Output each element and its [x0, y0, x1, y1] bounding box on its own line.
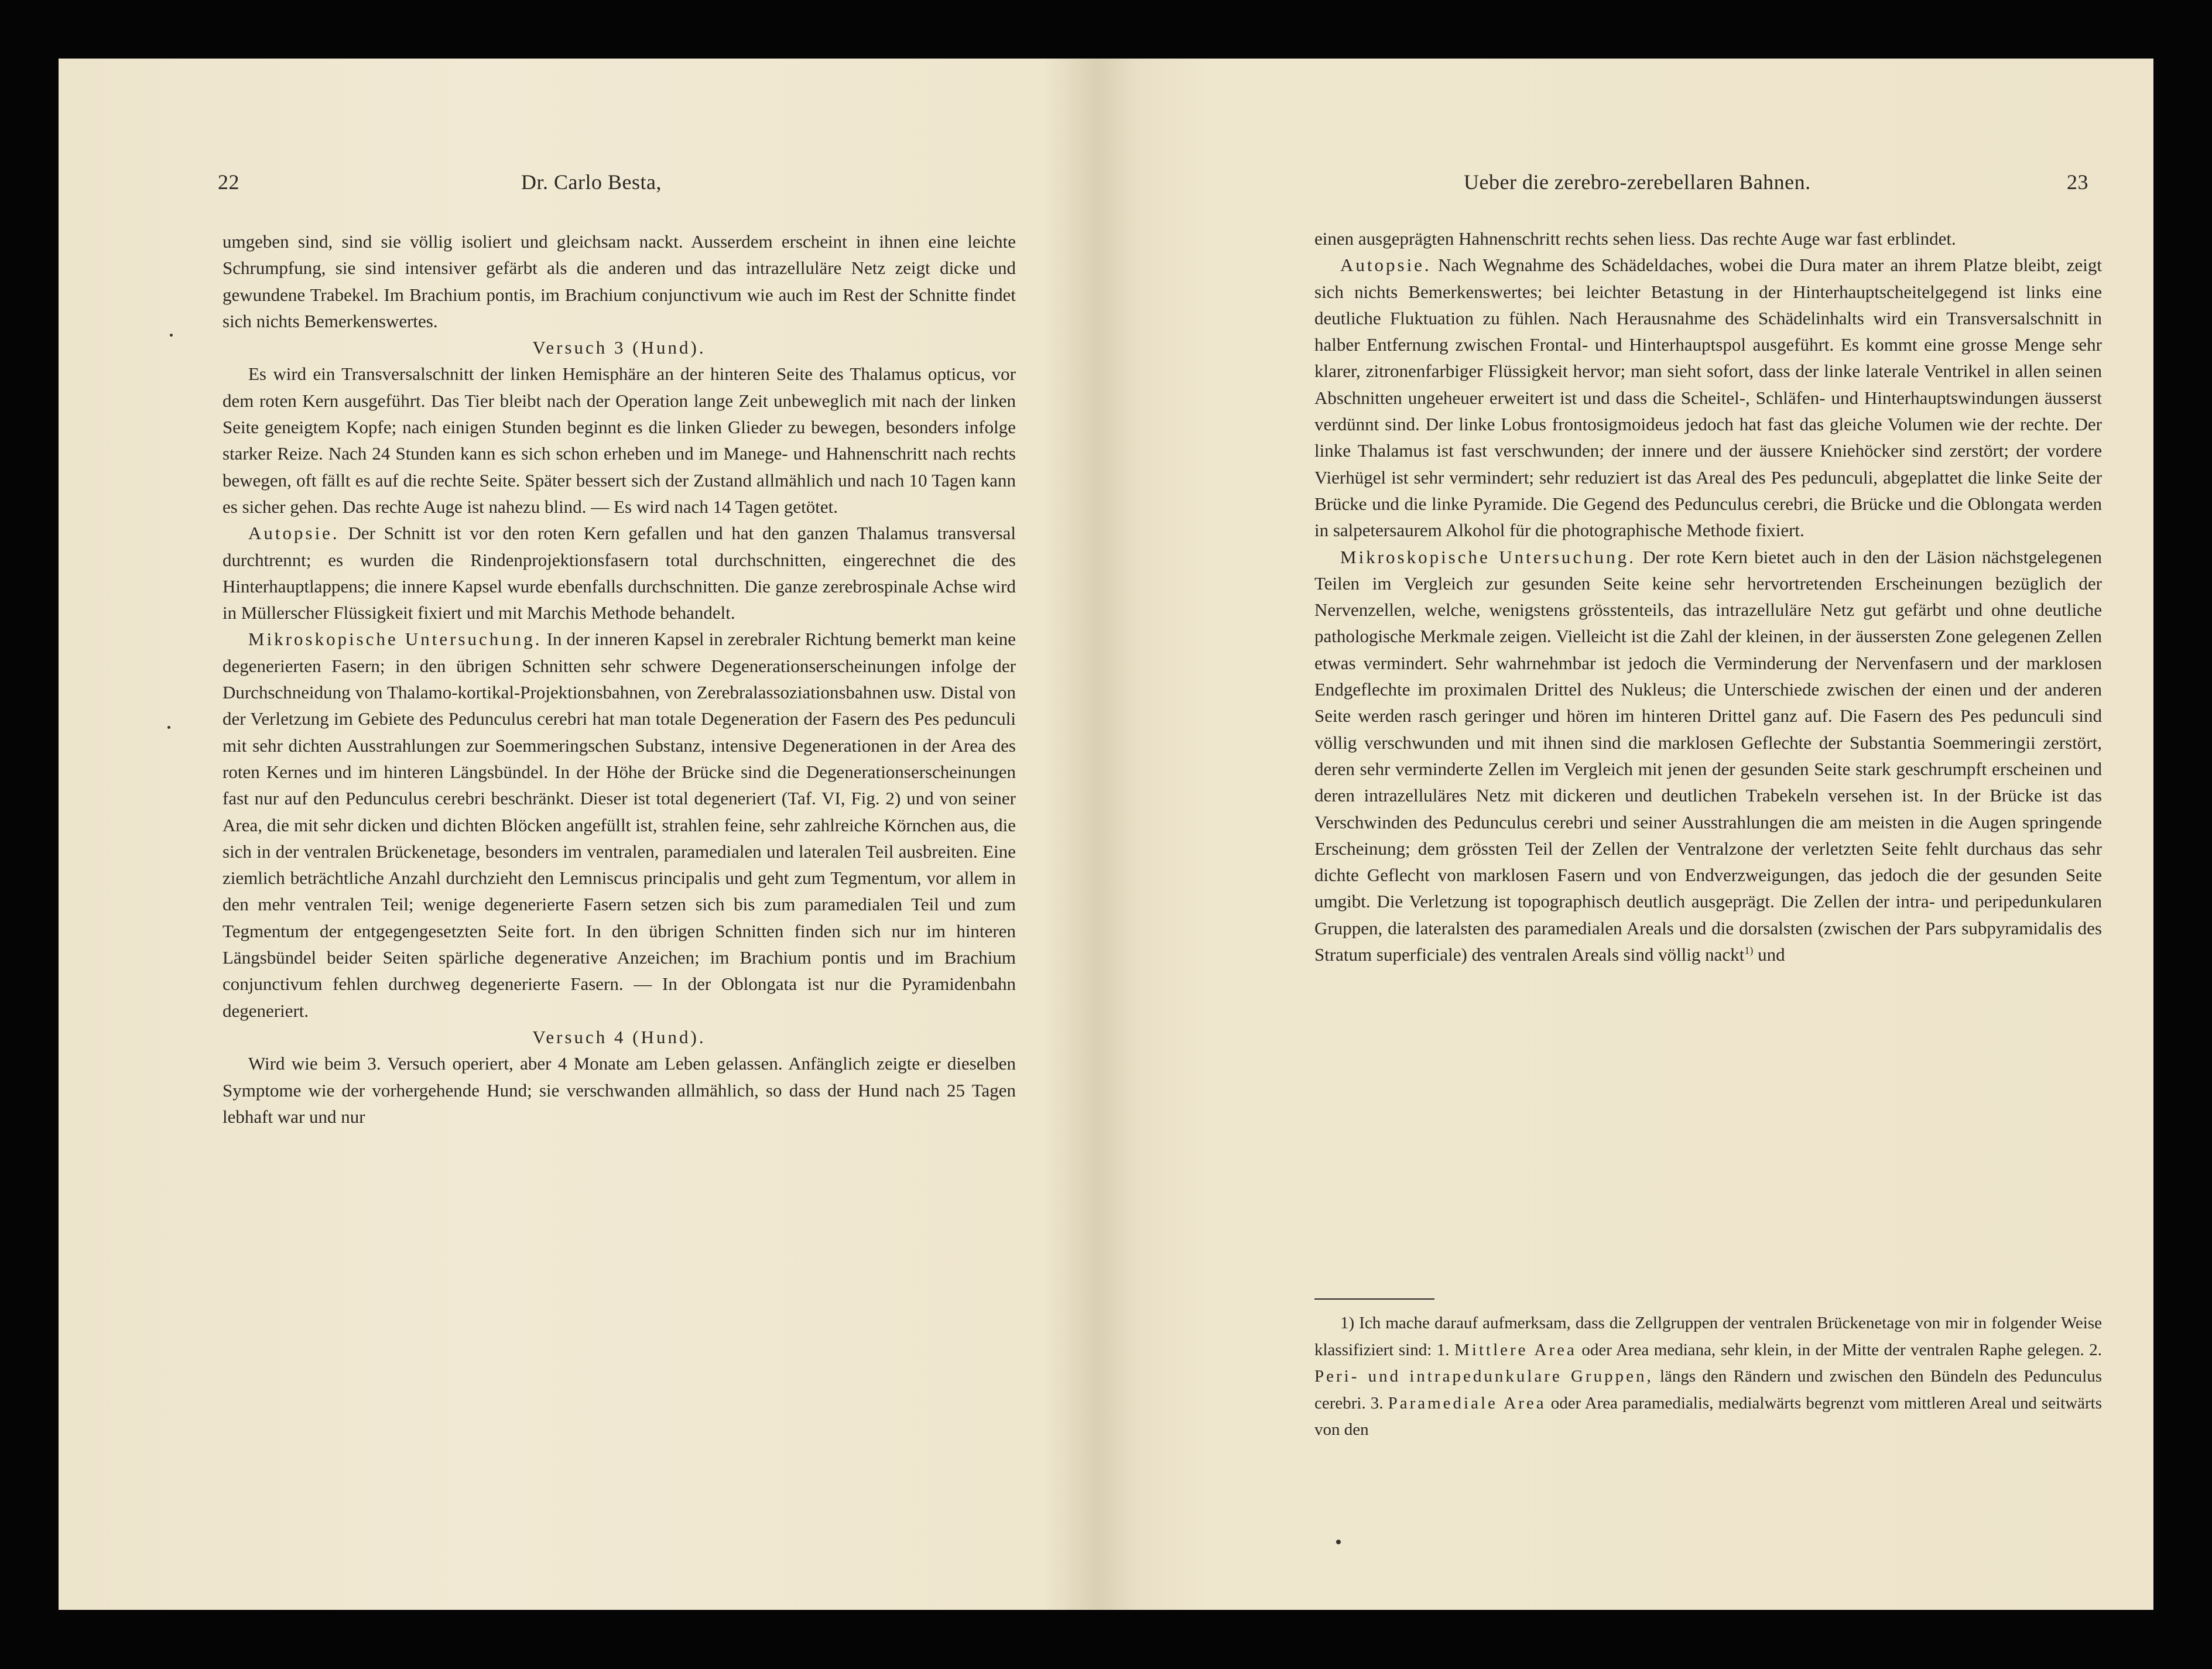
page-number: 23: [2067, 170, 2088, 194]
left-page: [59, 59, 1112, 1610]
paragraph: Autopsie. Der Schnitt ist vor den roten Kern gefallen und hat den ganzen Thalamus transversal durchtrennt; es wurden die Rindenprojektionsfasern total durchschnitten, eingerechnet die des Hinterhauptlappens; die innere Kapsel wurde ebenfalls durchschnitten. Die ganze zerebrospinale Achse wird in Müllerscher Flüssigkeit fixiert und mit Marchis Methode behandelt.: [222, 523, 1016, 623]
body-text: [1314, 225, 2102, 968]
ink-speck: [167, 726, 170, 729]
running-head: Ueber die zerebro-zerebellaren Bahnen.: [1464, 170, 1811, 194]
footnote: 1) Ich mache darauf aufmerksam, dass die Zellgruppen der ventralen Brückenetage von mir in folgender Weise klassifiziert sind: 1. Mittlere Area oder Area mediana, sehr klein, in der Mitte der ventralen Raphe gelegen. 2. Peri- und intrapedunkulare Gruppen, längs den Rändern und zwischen den Bündeln des Pedunculus cerebri. 3. Paramediale Area oder Area paramedialis, medialwärts begrenzt vom mittleren Areal und seitwärts von den: [1314, 1314, 2103, 1439]
paragraph: Autopsie. Nach Wegnahme des Schädeldaches, wobei die Dura mater an ihrem Platze bleibt, zeigt sich nichts Bemerkenswertes; bei leichter Betastung in der Hinterhauptscheitelgegend ist links eine deutliche Fluktuation zu fühlen. Nach Herausnahme des Schädelinhalts wird ein Transversalschnitt in halber Entfernung zwischen Frontal- und Hinterhauptspol ausgeführt. Es kommt eine grosse Menge sehr klarer, zitronenfarbiger Flüssigkeit hervor; man sieht sofort, dass der linke laterale Ventrikel in allen seinen Abschnitten ungeheuer erweitert ist und dass die Scheitel-, Schläfen- und Hinterhauptswindungen äusserst verdünnt sind. Der linke Lobus frontosigmoideus jedoch hat fast das gleiche Volumen wie der rechte. Der linke Thalamus ist fast verschwunden; der innere und der äussere Kniehöcker sind zerstört; der vordere Vierhügel ist sehr vermindert; sehr reduziert ist das Areal des Pes pedunculi, abgeplattet die linke Seite der Brücke und die linke Pyramide. Die Gegend des Pedunculus cerebri, die Brücke und die Oblongata werden in salpetersaurem Alkohol für die photographische Methode fixiert.: [1314, 255, 2102, 541]
run-in-heading: Autopsie.: [1340, 255, 1432, 276]
run-in-heading: Autopsie.: [248, 523, 340, 544]
ink-speck: [170, 334, 173, 337]
right-page: [1112, 59, 2153, 1610]
ink-speck: [1336, 1540, 1341, 1544]
paragraph: Es wird ein Transversalschnitt der linken Hemisphäre an der hinteren Seite des Thalamus opticus, vor dem roten Kern ausgeführt. Das Tier bleibt nach der Operation lange Zeit unbeweglich mit nach der linken Seite geneigtem Kopfe; nach einigen Stunden beginnt es die linken Glieder zu bewegen, besonders infolge starker Reize. Nach 24 Stunden kann es sich schon erheben und im Manege- und Hahnenschritt nach rechts bewegen, oft fällt es auf die rechte Seite. Später bessert sich der Zustand allmählich und nach 10 Tagen kann es sicher gehen. Das rechte Auge ist nahezu blind. — Es wird nach 14 Tagen getötet.: [222, 364, 1016, 517]
footnote-rule: [1314, 1298, 1434, 1300]
run-in-heading: Mikroskopische Untersuchung.: [1340, 546, 1636, 567]
paragraph: Wird wie beim 3. Versuch operiert, aber 4 Monate am Leben gelassen. Anfänglich zeigte er dieselben Symptome wie der vorhergehende Hund; sie verschwanden allmählich, so dass der Hund nach 25 Tagen lebhaft war und nur: [222, 1053, 1016, 1127]
run-in-heading: Mikroskopische Untersuchung.: [248, 629, 542, 650]
footnote-marker: 1): [1744, 944, 1754, 957]
book-spread: [59, 59, 2153, 1610]
paragraph: Mikroskopische Untersuchung. In der inneren Kapsel in zerebraler Richtung bemerkt man keine degenerierten Fasern; in den übrigen Schnitten sehr schwere Degenerationserscheinungen infolge der Durchschneidung von Thalamo-kortikal-Projektionsbahnen, von Zerebralassoziationsbahnen usw. Distal von der Verletzung im Gebiete des Pedunculus cerebri hat man totale Degeneration der Fasern des Pes pedunculi mit sehr dichten Ausstrahlungen zur Soemmeringschen Substanz, intensive Degenerationen in der Area des roten Kernes und im hinteren Längsbündel. In der Höhe der Brücke sind die Degenerationserscheinungen fast nur auf den Pedunculus cerebri beschränkt. Dieser ist total degeneriert (Taf. VI, Fig. 2) und von seiner Area, die mit sehr dicken und dichten Blöcken angefüllt ist, strahlen feine, sehr zahlreiche Körnchen aus, die sich in der ventralen Brückenetage, besonders im ventralen, paramedialen und lateralen Teil ausbreiten. Eine ziemlich beträchtliche Anzahl durchzieht den Lemniscus principalis und geht zum Tegmentum, vor allem in den mehr ventralen Teil; wenige degenerierte Fasern setzen sich bis zum paramedialen Teil und zum Tegmentum der entgegengesetzten Seite fort. In den übrigen Schnitten finden sich nur im hinteren Längsbündel beider Seiten spärliche degenerative Anzeichen; im Brachium pontis und im Brachium conjunctivum fehlen durchweg degenerierte Fasern. — In der Oblongata ist nur die Pyramidenbahn degeneriert.: [222, 629, 1016, 1021]
paragraph: Mikroskopische Untersuchung. Der rote Kern bietet auch in den der Läsion nächstgelegenen Teilen im Vergleich zur gesunden Seite keine sehr hervortretenden Erscheinungen bezüglich der Nervenzellen, welche, wenigstens grösstenteils, das intrazelluläre Netz gut gefärbt und ohne deutliche pathologische Merkmale zeigen. Vielleicht ist die Zahl der kleinen, in der äussersten Zone gelegenen Zellen etwas vermindert. Sehr wahrnehmbar ist jedoch die Verminderung der Nervenfasern und der marklosen Endgeflechte im proximalen Drittel des Nukleus; die Unterschiede zwischen der einen und der anderen Seite werden rasch geringer und hören im hinteren Drittel ganz auf. Die Fasern des Pes pedunculi sind völlig verschwunden und mit ihnen sind die marklosen Geflechte der Substantia Soemmeringii zerstört, deren sehr verminderte Zellen im Vergleich mit jenen der gesunden Seite stark geschrumpft erscheinen und deren intrazelluläres Netz mit dickeren und deutlichen Trabekeln versehen ist. In der Brücke ist das Verschwinden des Pedunculus cerebri und seiner Ausstrahlungen die am meisten in die Augen springende Erscheinung; dem grössten Teil der Zellen der Ventralzone der verletzten Seite fehlt durchaus das sehr dichte Geflecht von marklosen Fasern und von Endverzweigungen, das jedoch die der gesunden Seite umgibt. Die Verletzung ist topographisch deutlich ausgeprägt. Die Zellen der intra- und peripedunkularen Gruppen, die lateralsten des paramedialen Areals und die dorsalsten (zwischen der Pars subpyramidalis des Stratum superficiale) des ventralen Areals sind völlig nackt$^{1)}$ und: [1314, 546, 2103, 965]
section-heading: Versuch 3 (Hund).: [532, 337, 706, 358]
running-head: Dr. Carlo Besta,: [521, 170, 662, 194]
body-text: [222, 228, 1016, 1130]
paragraph: umgeben sind, sind sie völlig isoliert und gleichsam nackt. Ausserdem erscheint in ihnen eine leichte Schrumpfung, sie sind intensiver gefärbt als die anderen und das intrazelluläre Netz zeigt dicke und gewundene Trabekel. Im Brachium pontis, im Brachium conjunctivum wie auch im Rest der Schnitte findet sich nichts Bemerkenswertes.: [222, 231, 1016, 331]
section-heading: Versuch 4 (Hund).: [532, 1026, 706, 1047]
page-number: 22: [218, 170, 239, 194]
paragraph: einen ausgeprägten Hahnenschritt rechts sehen liess. Das rechte Auge war fast erblindet.: [1314, 228, 1956, 249]
